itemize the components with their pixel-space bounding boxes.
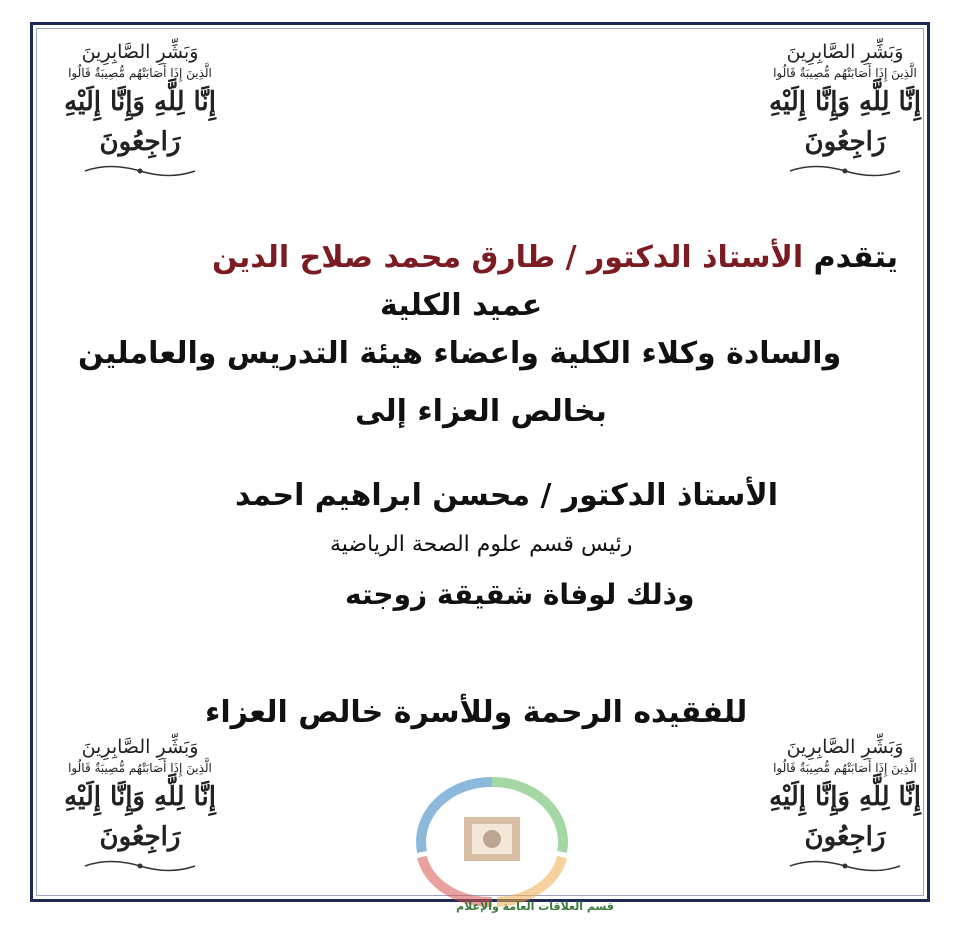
verse-line-1: وَبَشِّرِ الصَّابِرِينَ	[81, 41, 199, 63]
verse-line-2: الَّذِينَ إِذَا أَصَابَتْهُم مُّصِيبَةٌ قَالُوا	[68, 761, 212, 775]
calligraphy-bottom-left	[35, 735, 245, 875]
verse-line-1: وَبَشِّرِ الصَّابِرِينَ	[786, 41, 904, 63]
verse-line-3: إِنَّا لِلَّهِ وَإِنَّا إِلَيْهِ رَاجِعُونَ	[64, 87, 216, 157]
verse-line-2: الَّذِينَ إِذَا أَصَابَتْهُم مُّصِيبَةٌ قَالُوا	[773, 66, 917, 80]
condolence-line: بخالص العزاء إلى	[355, 394, 607, 429]
verse-line-1: وَبَشِّرِ الصَّابِرِينَ	[81, 736, 199, 758]
reason-line: وذلك لوفاة شقيقة زوجته	[345, 578, 695, 611]
logo-caption: قسم العلاقات العامة والإعلام	[456, 900, 614, 913]
closing-line: للفقيده الرحمة وللأسرة خالص العزاء	[205, 695, 748, 730]
intro-prefix: يتقدم	[813, 240, 898, 275]
ornament-icon	[785, 857, 905, 875]
intro-line	[212, 240, 898, 275]
verse-line-3: إِنَّا لِلَّهِ وَإِنَّا إِلَيْهِ رَاجِعُونَ	[769, 782, 921, 852]
ornament-icon	[80, 857, 200, 875]
verse-line-3: إِنَّا لِلَّهِ وَإِنَّا إِلَيْهِ رَاجِعُونَ	[769, 87, 921, 157]
department-logo-icon	[402, 762, 582, 912]
dean-title: عميد الكلية	[380, 288, 543, 323]
recipient-name: الأستاذ الدكتور / محسن ابراهيم احمد	[235, 478, 778, 513]
verse-line-1: وَبَشِّرِ الصَّابِرِينَ	[786, 736, 904, 758]
ornament-icon	[785, 162, 905, 180]
ornament-icon	[80, 162, 200, 180]
calligraphy-top-right	[740, 40, 950, 180]
calligraphy-top-left	[35, 40, 245, 180]
staff-line: والسادة وكلاء الكلية واعضاء هيئة التدريس والعاملين	[78, 336, 842, 371]
verse-line-2: الَّذِينَ إِذَا أَصَابَتْهُم مُّصِيبَةٌ قَالُوا	[773, 761, 917, 775]
verse-line-2: الَّذِينَ إِذَا أَصَابَتْهُم مُّصِيبَةٌ قَالُوا	[68, 66, 212, 80]
verse-line-3: إِنَّا لِلَّهِ وَإِنَّا إِلَيْهِ رَاجِعُونَ	[64, 782, 216, 852]
calligraphy-bottom-right	[740, 735, 950, 875]
recipient-title: رئيس قسم علوم الصحة الرياضية	[330, 532, 633, 557]
dean-name: الأستاذ الدكتور / طارق محمد صلاح الدين	[212, 240, 804, 275]
